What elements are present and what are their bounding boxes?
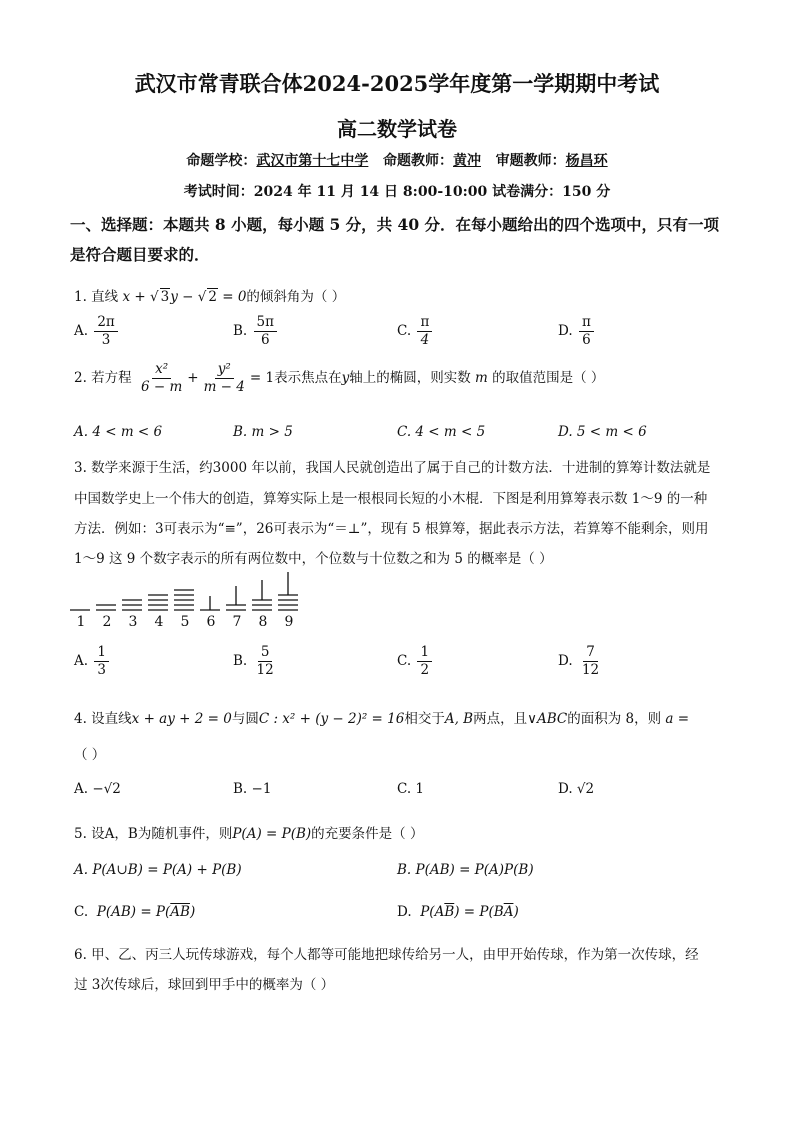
rod-8 [252,580,272,610]
rod-6 [200,596,220,610]
question-1 [74,285,345,305]
exam-subtitle: 高二数学试卷 [337,117,457,141]
section1-line1: 一、选择题：本题共 8 小题，每小题 5 分，共 40 分．在每小题给出的四个选项中，只有一项 [70,215,720,234]
school-name: 武汉市第十七中学 [256,153,369,169]
rod-digit-6: 6 [206,614,216,630]
q4-option-a: A. −√2 [74,781,121,797]
q6-line1: 6. 甲、乙、丙三人玩传球游戏，每个人都等可能地把球传给另一人，由甲开始传球，作为第一次传球，经 [74,947,699,963]
rod-digit-1: 1 [76,614,86,630]
q3-option-a: A. $\frac{1}{3}$ [74,645,111,678]
rod-digit-labels [68,614,308,634]
q4-option-b: B. −1 [233,781,272,797]
q6-line2: 过 3次传球后，球回到甲手中的概率为（ ） [74,977,335,993]
reviewer-name: 杨昌环 [565,153,608,169]
q3-option-b: B. $\frac{5}{12}$ [233,644,274,678]
q1-equation: x + √ 3y − √ 2 = 0 [122,289,247,305]
q1-option-d: D. $\frac{\pi}{6}$ [558,315,596,348]
q3-line4: 1～9 这 9 个数字表示的所有两位数中，个位数与十位数之和为 5 的概率是（ ） [74,551,553,567]
counting-rods-figure [68,568,308,618]
rod-digit-8: 8 [258,614,268,630]
question-5: 5. 设A，B为随机事件，则P(A) = P(B)的充要条件是（ ） [74,826,424,842]
rod-9 [278,572,298,610]
q4-line2: （ ） [74,747,106,763]
teacher-label: 命题教师： [383,153,453,169]
rod-digit-4: 4 [154,614,164,630]
q5-option-b: B. P(AB) = P(A)P(B) [397,862,534,878]
q1-option-c: C. $\frac{\pi}{4}$ [397,315,434,348]
rod-3 [122,600,142,610]
q2-option-d: D. 5 < m < 6 [558,424,647,440]
q3-line3: 方法．例如：3可表示为“≡”，26可表示为“＝⊥”，现有 5 根算筹，据此表示方法，若算筹不能剩余，则用 [74,521,709,537]
author-line [0,150,794,170]
rod-digit-3: 3 [128,614,138,630]
school-label: 命题学校： [186,153,257,169]
q3-option-c: C. $\frac{1}{2}$ [397,645,434,678]
q5-option-a: A. P(A∪B) = P(A) + P(B) [74,862,242,878]
teacher-name: 黄冲 [453,153,481,169]
rod-2 [96,605,116,610]
exam-title: 武汉市常青联合体2024-2025学年度第一学期期中考试 [134,71,660,96]
question-2: 2. 若方程 $\frac{\text{x²}}{6 - m}$ + $\frac{\text{y²}}{m - 4}$ = 1表示焦点在y轴上的椭圆，则实数 m 的取值范围是（ ） [74,361,605,395]
q3-option-d: D. $\frac{7}{12}$ [558,644,600,678]
q1-prefix: 1. 直线 [74,289,119,305]
rod-digit-2: 2 [102,614,112,630]
exam-info: 考试时间：2024 年 11 月 14 日 8:00-10:00 试卷满分：150 分 [183,184,611,200]
rod-digit-5: 5 [180,614,190,630]
q4-option-c: C. 1 [397,781,425,797]
rod-5 [174,590,194,610]
q2-option-c: C. 4 < m < 5 [397,424,486,440]
q4-option-d: D. √2 [558,781,595,797]
q1-option-a: A. $\frac{2\pi}{3}$ [74,315,120,348]
q2-option-b: B. m > 5 [233,424,293,440]
rod-digit-7: 7 [232,614,242,630]
section1-line2: 是符合题目要求的． [70,245,210,264]
reviewer-label: 审题教师： [495,153,566,169]
question-4: 4. 设直线x + ay + 2 = 0与圆C : x² + (y − 2)² = 16相交于A, B两点，且∨ABC的面积为 8，则 a = [74,711,690,727]
q2-option-a: A. 4 < m < 6 [74,424,163,440]
rod-digit-9: 9 [284,614,294,630]
q5-option-d: D. $P(A\overline{B}) = P(B\overline{A})$ [397,904,519,920]
q3-line2: 中国数学史上一个伟大的创造，算筹实际上是一根根同长短的小木棍．下图是利用算筹表示数 1～9 的一种 [74,491,708,507]
rod-4 [148,595,168,610]
q5-option-c: C. $P(AB) = P(\overline{AB})$ [74,904,196,920]
rod-7 [226,586,246,610]
q3-line1: 3. 数学来源于生活，约3000 年以前，我国人民就创造出了属于自己的计数方法．十进制的算筹计数法就是 [74,460,711,476]
q1-option-b: B. $\frac{5\pi}{6}$ [233,315,279,348]
q1-suffix: 的倾斜角为（ ） [246,289,346,305]
